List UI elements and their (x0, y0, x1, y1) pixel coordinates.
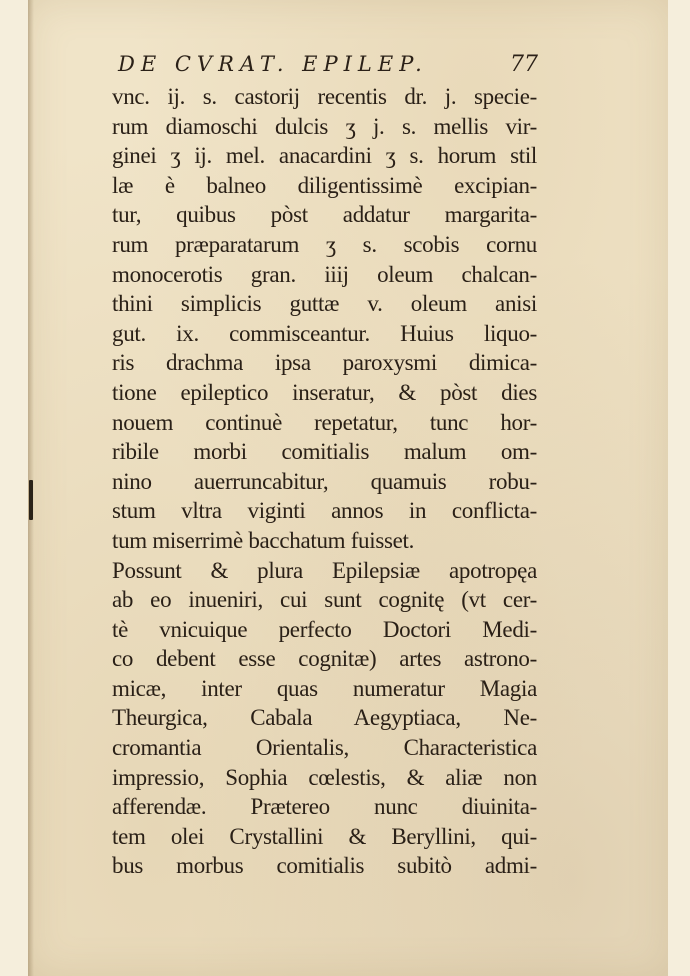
text-line: gut. ix. commisceantur. Huius liquo- (112, 320, 537, 346)
text-line: tur, quibus pòst addatur margarita- (112, 202, 537, 228)
page-header (118, 52, 548, 82)
text-line: læ è balneo diligentissimè excipian- (112, 172, 537, 198)
text-line: stum vltra viginti annos in conflicta- (112, 498, 537, 524)
text-line: ribile morbi comitialis malum om- (112, 439, 537, 465)
text-line: micæ, inter quas numeratur Magia (112, 675, 537, 701)
text-line: afferendæ. Prætereo nunc diuinita- (112, 794, 537, 820)
text-line: tem olei Crystallini & Beryllini, qui- (112, 823, 537, 849)
text-line: cromantia Orientalis, Characteristica (112, 735, 537, 761)
text-line: bus morbus comitialis subitò admi- (112, 853, 537, 879)
text-line: co debent esse cognitæ) artes astrono- (112, 646, 537, 672)
text-line: rum præparatarum ʒ s. scobis cornu (112, 231, 537, 257)
text-line: tione epileptico inseratur, & pòst dies (112, 379, 537, 405)
text-line: nouem continuè repetatur, tunc hor- (112, 409, 537, 435)
text-line: ris drachma ipsa paroxysmi dimica- (112, 350, 537, 376)
text-line: Theurgica, Cabala Aegyptiaca, Ne- (112, 705, 537, 731)
text-line: nino auerruncabitur, quamuis robu- (112, 468, 537, 494)
body-text (112, 82, 537, 881)
text-line: vnc. ij. s. castorij recentis dr. j. specie- (112, 84, 537, 109)
text-line: tè vnicuique perfecto Doctori Medi- (112, 616, 537, 642)
page-number: 77 (510, 52, 538, 77)
binding-mark (29, 480, 33, 520)
running-title: DE CVRAT. EPILEP. (118, 52, 428, 76)
text-line: ab eo inueniri, cui sunt cognitę (vt cer- (112, 587, 537, 613)
text-line: thini simplicis guttæ v. oleum anisi (112, 291, 537, 317)
text-line: monocerotis gran. iiij oleum chalcan- (112, 261, 537, 287)
text-line: impressio, Sophia cœlestis, & aliæ non (112, 764, 537, 790)
text-line: Possunt & plura Epilepsiæ apotropęa (112, 557, 537, 583)
text-line: tum miserrimè bacchatum fuisset. (112, 527, 415, 553)
text-line: ginei ʒ ij. mel. anacardini ʒ s. horum stil (112, 143, 537, 169)
text-line: rum diamoschi dulcis ʒ j. s. mellis vir- (112, 113, 537, 139)
